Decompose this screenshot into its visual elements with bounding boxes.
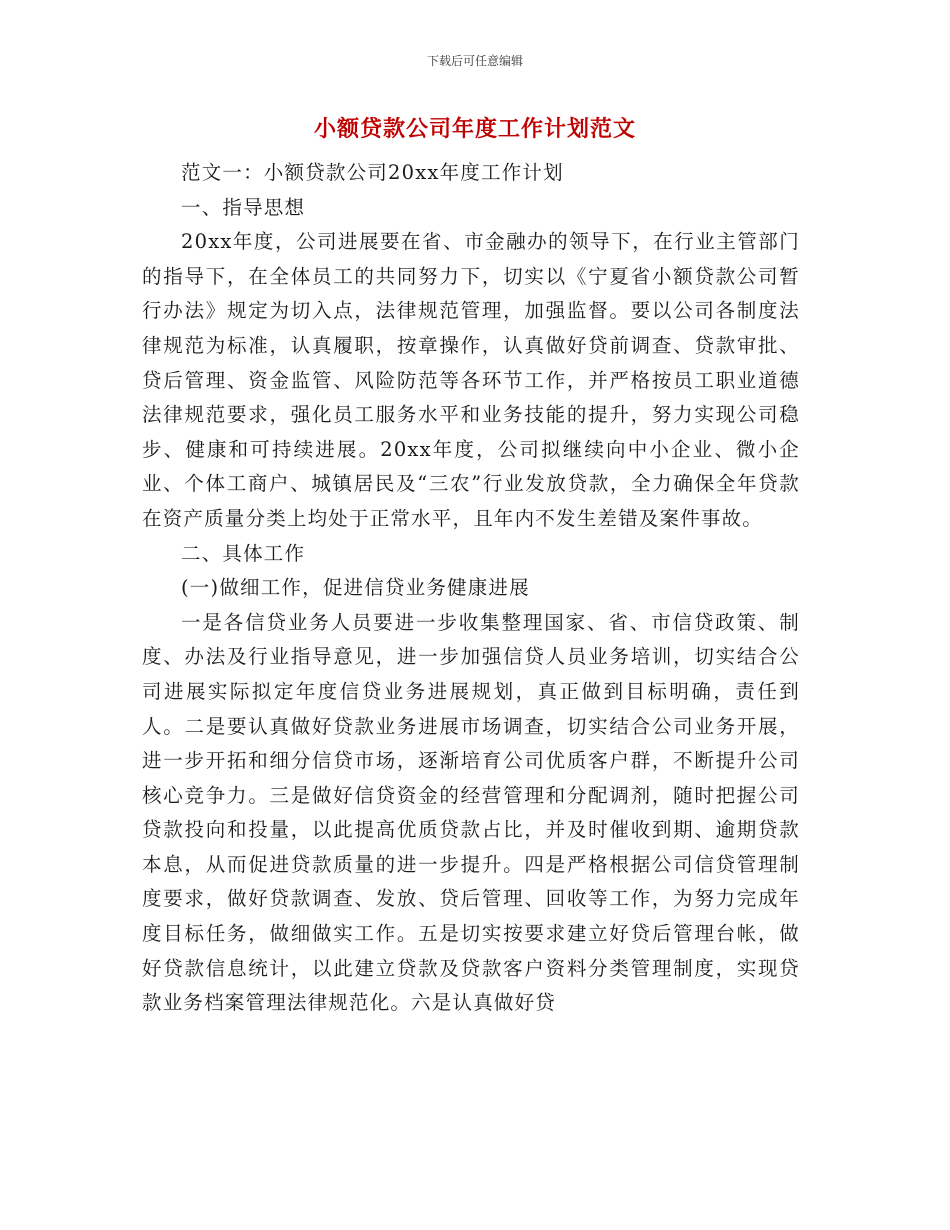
document-body bbox=[142, 156, 800, 1021]
body-paragraph: 一是各信贷业务人员要进一步收集整理国家、省、市信贷政策、制度、办法及行业指导意见，进一步加强信贷人员业务培训，切实结合公司进展实际拟定年度信贷业务进展规划，真正做到目标明确，责任到人。二是要认真做好贷款业务进展市场调查，切实结合公司业务开展，进一步开拓和细分信贷市场，逐渐培育公司优质客户群，不断提升公司核心竞争力。三是做好信贷资金的经营管理和分配调剂，随时把握公司贷款投向和投量，以此提高优质贷款占比，并及时催收到期、逾期贷款本息，从而促进贷款质量的进一步提升。四是严格根据公司信贷管理制度要求，做好贷款调查、发放、贷后管理、回收等工作，为努力完成年度目标任务，做细做实工作。五是切实按要求建立好贷后管理台帐，做好贷款信息统计，以此建立贷款及贷款客户资料分类管理制度，实现贷款业务档案管理法律规范化。六是认真做好贷 bbox=[142, 610, 800, 1015]
page-header: 下载后可任意编辑 bbox=[426, 54, 523, 68]
subsection-heading: (一)做细工作，促进信贷业务健康进展 bbox=[181, 576, 530, 600]
section-heading-specific-work: 二、具体工作 bbox=[181, 541, 306, 565]
subtitle-paragraph: 范文一：小额贷款公司20xx年度工作计划 bbox=[181, 161, 564, 184]
document-title: 小额贷款公司年度工作计划范文 bbox=[313, 117, 636, 142]
section-heading-guiding-ideology: 一、指导思想 bbox=[181, 195, 306, 219]
body-paragraph: 20xx年度，公司进展要在省、市金融办的领导下，在行业主管部门的指导下，在全体员工的共同努力下，切实以《宁夏省小额贷款公司暂行办法》规定为切入点，法律规范管理，加强监督。要以公司各制度法律规范为标准，认真履职，按章操作，认真做好贷前调查、贷款审批、贷后管理、资金监管、风险防范等各环节工作，并严格按员工职业道德法律规范要求，强化员工服务水平和业务技能的提升，努力实现公司稳步、健康和可持续进展。20xx年度，公司拟继续向中小企业、微小企业、个体工商户、城镇居民及“三农”行业发放贷款，全力确保全年贷款在资产质量分类上均处于正常水平，且年内不发生差错及案件事故。 bbox=[142, 230, 800, 530]
